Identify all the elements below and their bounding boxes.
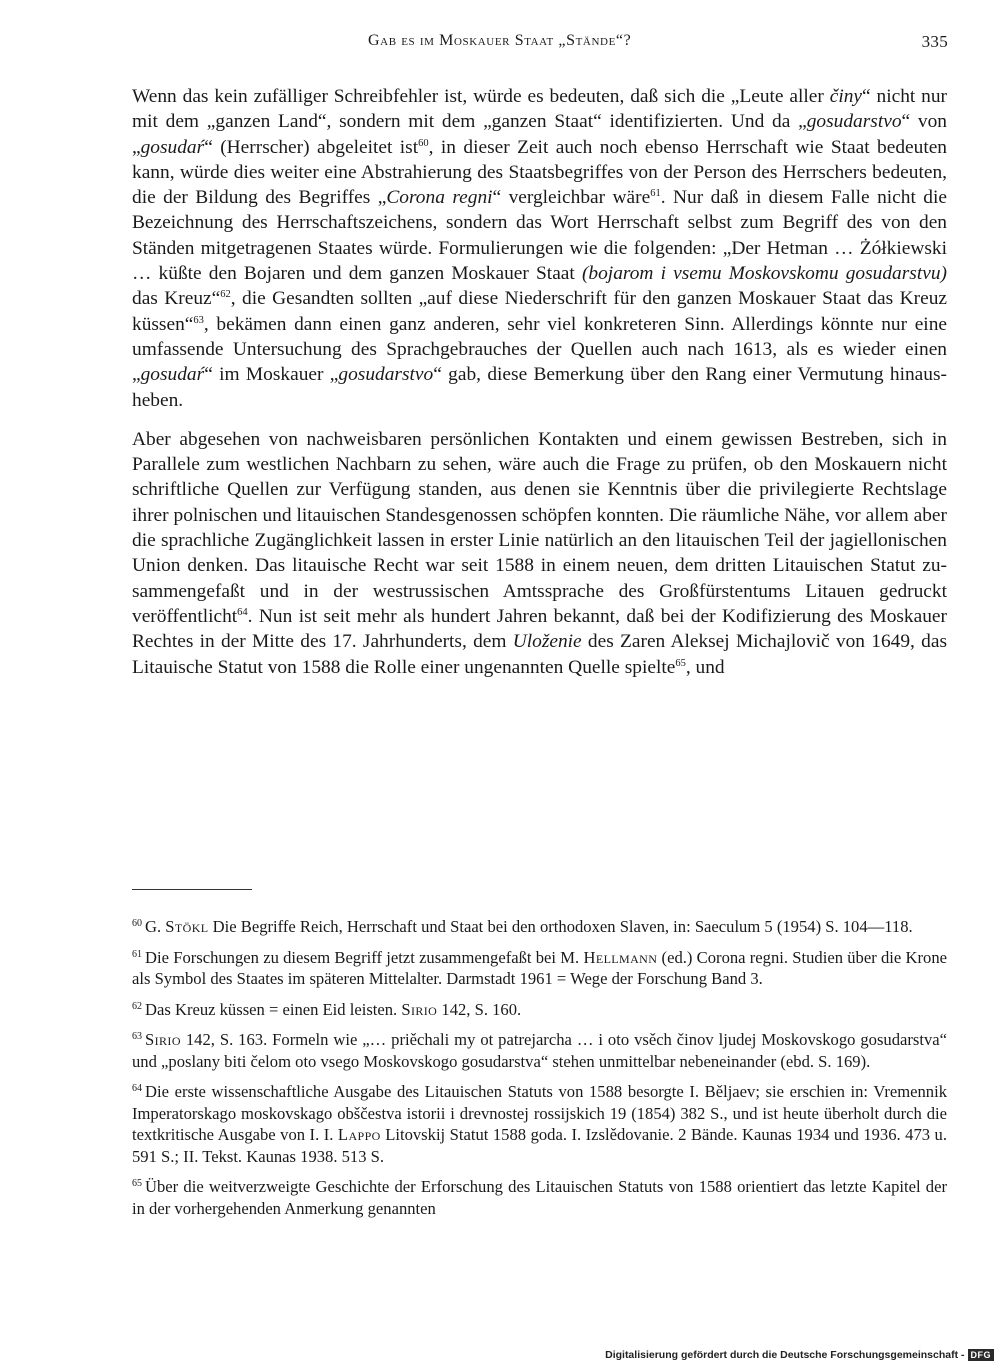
body-text [132,84,947,680]
italic-term: Corona regni [386,187,493,209]
text-run: . Nur daß in diesem Falle nicht die Bezeichnung des Herrschaftszeichens, sondern das Wort Herrschaft selbst zum Begriff des von den Ständen mitgetragenen Staates würde. Formulierungen wie die folgenden: „Der Hetman … Żółkiewski … küßte den Bojaren und dem ganzen Moskauer Staat [132,187,947,285]
footnote-text: Das Kreuz küssen = einen Eid leisten. [145,999,402,1019]
footnote-text: G. [145,917,166,936]
text-run: “ im Moskauer „ [204,364,339,386]
footnote-number: 60 [132,918,142,929]
author-name: Stökl [165,917,209,936]
footnote-number: 65 [132,1178,142,1189]
footnote-divider [132,889,252,890]
page-number: 335 [921,32,948,51]
footnote-text: Über die weitverzweigte Geschichte der Erforschung des Litauischen Statuts von 1588 orientiert das letzte Kapitel der in der vorhergehenden Anmerkung genannten [132,1177,947,1218]
italic-term: činy [829,86,863,107]
dfg-logo: DFG [968,1349,995,1361]
text-run: Wenn das kein zufälliger Schreibfehler ist, würde es bedeuten, daß sich die „Leute aller [132,86,830,107]
text-run: Aber abgesehen von nachweisbaren persönlichen Kontakten und einem gewissen Bestreben, sich in Parallele zum westlichen Nachbarn zu sehen, wäre auch die Frage zu prüfen, ob den Moskauern nicht schriftliche Quellen zur Verfügung standen, aus denen sie Kenntnis über die privilegierte Rechtslage ihrer polnischen und litauischen Standesgenossen schöpfen konnten. Die räumliche Nähe, vor allem aber die sprachliche Zugänglichkeit lassen in erster Linie natürlich an den litauischen Teil der jagiellonischen Union denken. Das litauische Recht war seit 1588 in einem neuen, dem dritten Litauischen Statut zusammengefaßt und in der westrussischen Amtssprache des Großfürstentums Litauen gedruckt veröffentlicht [132,428,947,627]
text-run: “ gab, diese Bemerkung über den Rang einer Vermutung hinausheben. [132,364,947,411]
footnote-number: 64 [132,1083,142,1094]
footnote-text: (ed.) Corona regni. Studien über die Krone als Symbol des Staates im späteren Mittelalter. Darmstadt 1961 = Wege der Forschung Band 3. [132,947,947,988]
footnote-text: 142, S. 163. Formeln wie „… priěchali my ot patrejarcha … i oto vsěch činov ljudej Moskovskogo gosudarstva“ und „poslany biti čelom oto vsego Moskovskogo gosudarstva“ stehen unmittelbar nebeneinander (ebd. S. 169). [132,1030,947,1071]
italic-term: gosudaŕ [140,364,205,386]
footnote-63 [132,1029,947,1072]
footnote-ref-61[interactable]: 61 [650,188,661,200]
footnotes [132,916,947,1228]
text-run: . Nun ist seit mehr als hundert Jahren bekannt, daß bei der Kodifizierung des Moskauer Rechtes in der Mitte des 17. Jahrhunderts, dem [132,605,947,653]
digitization-credit [605,1349,994,1361]
text-run: “ nicht nur mit dem „ganzen Land“, sondern mit dem „ganzen Staat“ identifizierten. Und da „ [132,86,947,133]
footnote-ref-63[interactable]: 63 [193,314,204,326]
footnote-number: 62 [132,1000,142,1012]
paragraph-1 [132,84,947,413]
footnote-number: 61 [132,948,142,960]
text-run: “ (Herrscher) abgeleitet ist [204,136,419,158]
paragraph-2 [132,427,947,680]
credit-text: Digitalisierung gefördert durch die Deutsche Forschungsgemeinschaft - [605,1349,965,1361]
footnote-text: Die Begriffe Reich, Herrschaft und Staat bei den orthodoxen Slaven, in: Saeculum 5 (1954) S. 104—118. [208,917,913,936]
footnote-ref-60[interactable]: 60 [418,137,429,149]
footnote-65 [132,1176,947,1219]
text-run: des Zaren Aleksej Michajlovič von 1649, das Litauische Statut von 1588 die Rolle einer ungenannten Quelle spielte [132,631,947,678]
footnote-text: 142, S. 160. [437,999,522,1019]
text-run: , bekämen dann einen ganz anderen, sehr viel konkreteren Sinn. Allerdings könnte nur eine umfassende Untersuchung des Sprachgebrauches der Quellen auch nach 1613, als es wieder einen „ [132,313,947,386]
footnote-60 [132,916,947,938]
footnote-62 [132,999,947,1021]
footnote-ref-65[interactable]: 65 [675,657,686,669]
text-run: “ vergleichbar wäre [492,187,651,209]
text-run: , die Gesandten sollten „auf diese Niederschrift für den ganzen Moskauer Staat das Kreuz küssen“ [132,288,948,335]
source-abbrev: Sirio [401,999,438,1019]
footnote-ref-62[interactable]: 62 [220,289,231,301]
running-head [130,32,948,56]
footnote-61 [132,947,947,990]
italic-term: gosudarstvo [338,364,434,386]
footnote-number: 63 [132,1031,142,1042]
italic-term: Uloženie [512,631,582,653]
italic-term: gosudarstvo [806,111,902,133]
footnote-ref-64[interactable]: 64 [237,606,248,618]
footnote-text: Die erste wissenschaftliche Ausgabe des Litauischen Statuts von 1588 besorgte I. Běljaev; sie erschien in: Vremennik Imperatorskago moskovskago obščestva istorii i drevnostej rossijskich 19 (1854) 382 S., und ist heute überholt durch die textkritische Ausgabe von I. I. [132,1082,947,1144]
italic-term: (bojarom i vsemu Moskovskomu gosudarstvu) [581,263,947,285]
italic-term: gosudaŕ [140,136,205,158]
footnote-text: Die Forschungen zu diesem Begriff jetzt zusammengefaßt bei M. [145,947,584,967]
text-run: “ von „ [132,111,947,158]
running-title: Gab es im Moskauer Staat „Stände“? [368,32,632,49]
text-run: das Kreuz“ [132,288,221,310]
footnote-64 [132,1081,947,1167]
footnote-text: Litovskij Statut 1588 goda. I. Izslědovanie. 2 Bände. Kaunas 1934 und 1936. 473 u. 591 S.; II. Tekst. Kaunas 1938. 513 S. [132,1125,947,1166]
text-run: , und [685,656,725,678]
author-name: Hellmann [583,947,658,967]
source-abbrev: Sirio [145,1030,181,1049]
author-name: Lappo [337,1125,381,1144]
text-run: , in dieser Zeit auch noch ebenso Herrschaft wie Staat bedeuten kann, würde dies weiter eine Abstrahierung des Staatsbegriffes von der Person des Herrschers bedeuten, die der Bildung des Begriffes „ [132,136,948,209]
